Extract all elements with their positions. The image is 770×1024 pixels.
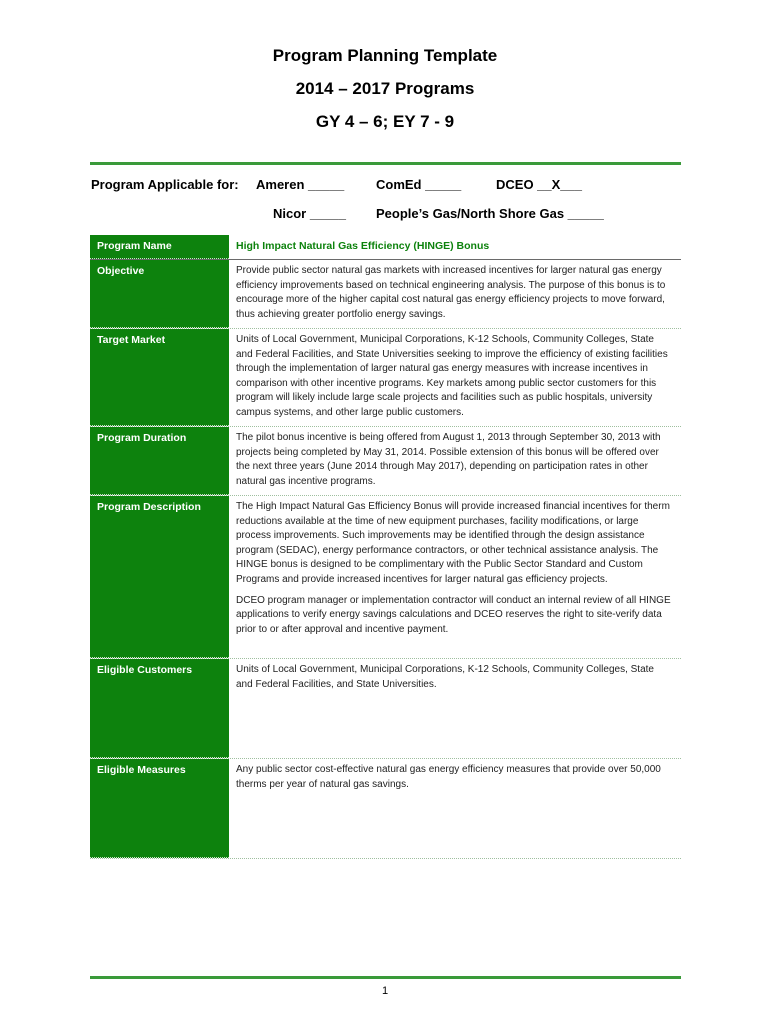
row-label: Program Name xyxy=(90,235,229,259)
applicable-dceo: DCEO __X___ xyxy=(496,177,582,192)
table-row-program-description xyxy=(90,496,681,659)
document-header xyxy=(0,46,770,145)
row-label: Objective xyxy=(90,260,229,328)
description-paragraph: The High Impact Natural Gas Efficiency Bonus will provide increased financial incentives for therm reductions available at the time of new equipment purchases, facility modifications, or large process improvements. Such improvements may be identified through the design assistance program (SEDAC), energy performance contractors, or other technical assistance analysis. The HINGE bonus is designed to be complimentary with the Public Sector Standard and Custom Programs and provide increased incentives for larger natural gas efficiency projects. xyxy=(236,501,670,585)
review-paragraph: DCEO program manager or implementation contractor will conduct an internal review of all HINGE applications to verify energy savings calculations and DCEO reserves the right to site-verify data prior to or after approval and incentive payment. xyxy=(236,594,671,635)
row-value: The pilot bonus incentive is being offered from August 1, 2013 through September 30, 2013 with projects being completed by May 31, 2014. Possible extension of this bonus will be offered over the next three years (June 2014 through May 2017), depending on participation rates in other natural gas incentive programs. xyxy=(236,432,661,487)
row-label: Program Description xyxy=(90,496,229,658)
row-value: Provide public sector natural gas markets with increased incentives for larger natural gas energy efficiency improvements based on technical engineering analysis. The purpose of this bonus is to encourage more of the higher capital cost natural gas energy efficiency projects to move forward, thus achieving greater portfolio energy savings. xyxy=(236,265,666,320)
row-label: Program Duration xyxy=(90,427,229,495)
table-row-eligible-measures xyxy=(90,759,681,859)
applicable-ameren: Ameren _____ xyxy=(256,177,345,192)
applicable-label: Program Applicable for: xyxy=(91,177,239,192)
bottom-divider xyxy=(90,976,681,979)
row-label: Target Market xyxy=(90,329,229,426)
program-table xyxy=(90,235,681,859)
row-value: Units of Local Government, Municipal Corporations, K-12 Schools, Community Colleges, State and Federal Facilities, and State Universities. xyxy=(236,664,654,690)
applicable-peoples-gas: People’s Gas/North Shore Gas _____ xyxy=(376,206,604,221)
applicable-nicor: Nicor _____ xyxy=(273,206,346,221)
document-title: Program Planning Template xyxy=(272,46,498,65)
row-label: Eligible Measures xyxy=(90,759,229,858)
row-value: Any public sector cost-effective natural gas energy efficiency measures that provide over 50,000 therms per year of natural gas savings. xyxy=(236,764,661,790)
gy-ey-range: GY 4 – 6; EY 7 - 9 xyxy=(315,112,455,131)
row-label: Eligible Customers xyxy=(90,659,229,758)
table-row-target-market xyxy=(90,329,681,427)
table-row-eligible-customers xyxy=(90,659,681,759)
row-value xyxy=(229,496,681,658)
table-row-objective xyxy=(90,260,681,329)
table-row-program-duration xyxy=(90,427,681,496)
table-row-program-name xyxy=(90,235,681,260)
page-number: 1 xyxy=(381,985,389,997)
row-value: High Impact Natural Gas Efficiency (HINGE) Bonus xyxy=(236,240,490,252)
applicable-comed: ComEd _____ xyxy=(376,177,462,192)
top-divider xyxy=(90,162,681,165)
row-value: Units of Local Government, Municipal Corporations, K-12 Schools, Community Colleges, State and Federal Facilities, and State Universities seeking to improve the efficiency of existing facilities through the implementation of larger natural gas energy measures with increase incentives in comparison with other incentive programs. Key markets among public sector customers for this program will likely include large scale projects and facilities such as public hospitals, university campus systems, and other large public customers. xyxy=(236,334,668,418)
program-years: 2014 – 2017 Programs xyxy=(295,79,475,98)
